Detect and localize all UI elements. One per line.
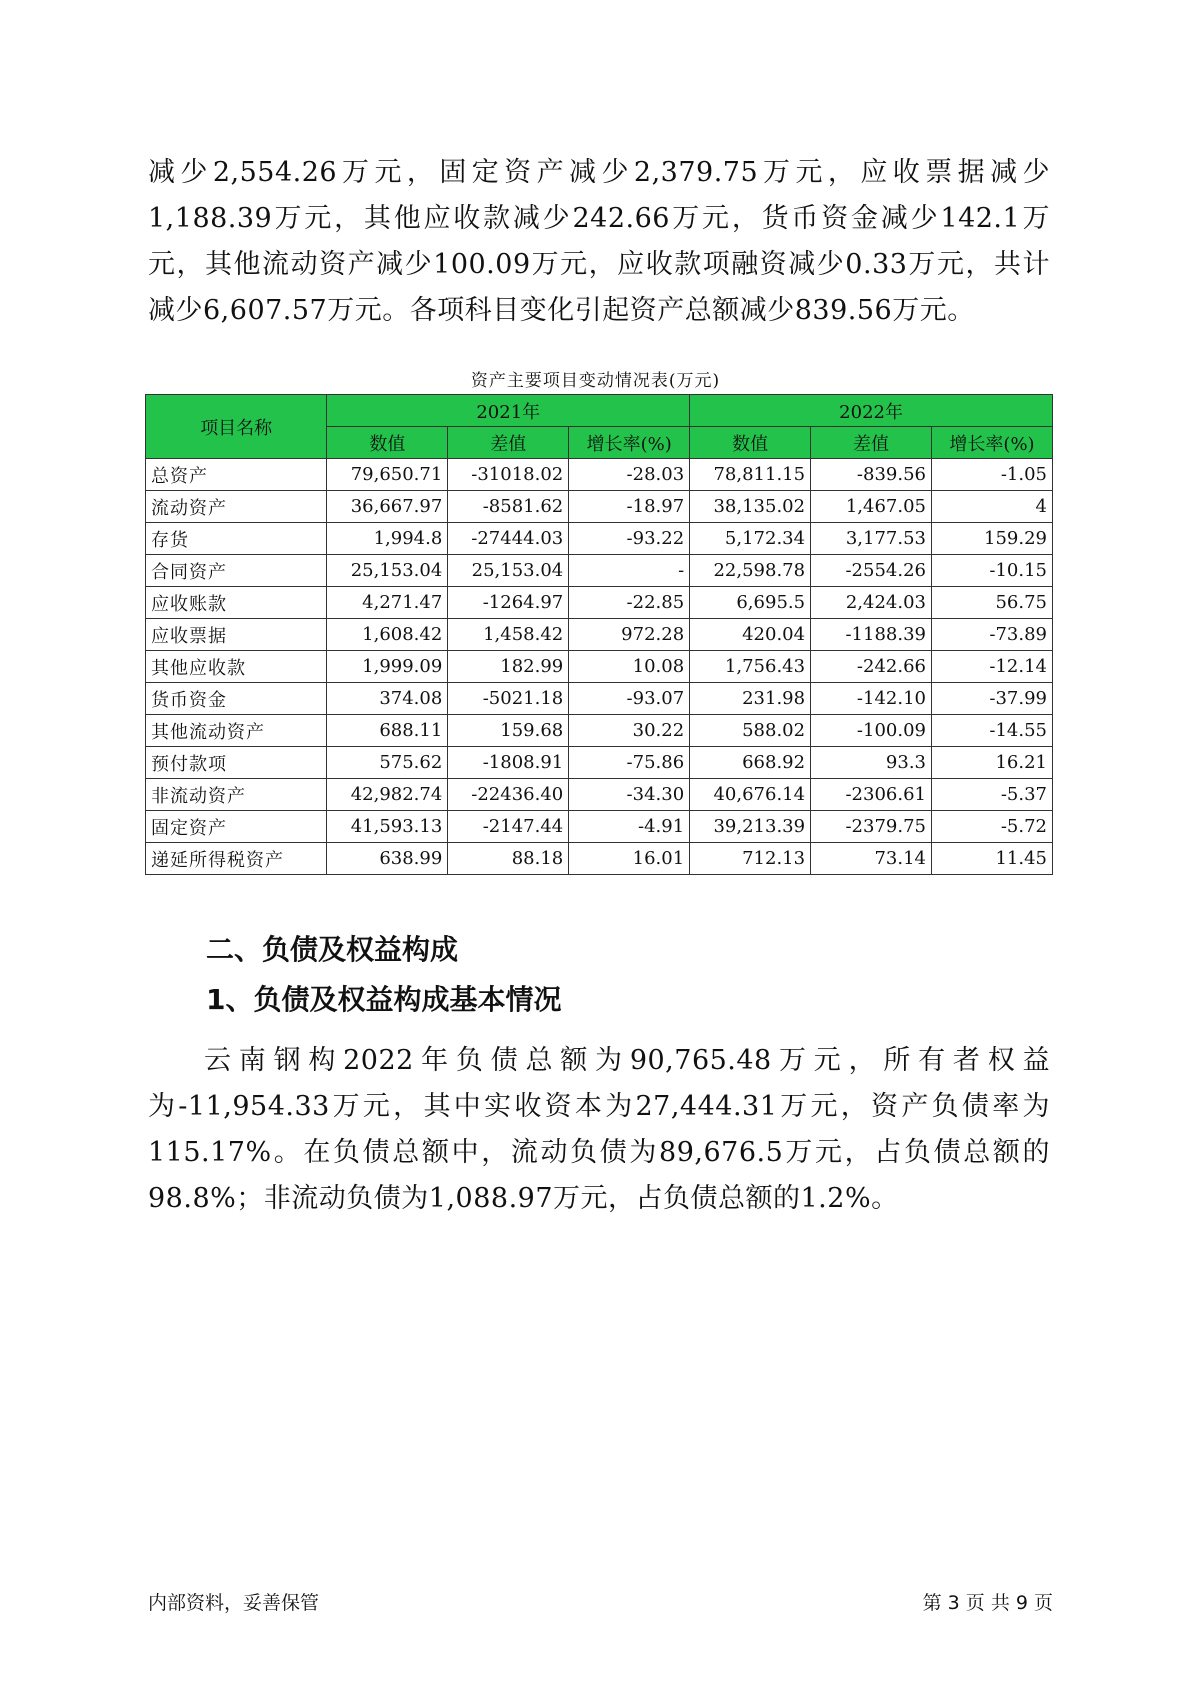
cell-g22: -37.99 — [932, 683, 1053, 715]
cell-v21: 374.08 — [327, 683, 448, 715]
row-item-name: 货币资金 — [146, 683, 327, 715]
cell-v21: 25,153.04 — [327, 555, 448, 587]
cell-g22: -10.15 — [932, 555, 1053, 587]
table-caption: 资产主要项目变动情况表(万元) — [470, 371, 721, 391]
cell-g21: 16.01 — [569, 843, 690, 875]
cell-v22: 1,756.43 — [690, 651, 811, 683]
row-item-name: 应收票据 — [146, 619, 327, 651]
table-row — [146, 843, 1053, 875]
cell-v22: 420.04 — [690, 619, 811, 651]
cell-v21: 42,982.74 — [327, 779, 448, 811]
cell-g22: 56.75 — [932, 587, 1053, 619]
table-row — [146, 587, 1053, 619]
intro-paragraph: 减少2,554.26万元，固定资产减少2,379.75万元，应收票据减少1,188.39万元，其他应收款减少242.66万元，货币资金减少142.1万元，其他流动资产减少100.09万元，应收款项融资减少0.33万元，共计减少6,607.57万元。各项科目变化引起资产总额减少839.56万元。 — [148, 157, 1050, 326]
cell-g21: 30.22 — [569, 715, 690, 747]
cell-d21: 25,153.04 — [448, 555, 569, 587]
cell-d21: 182.99 — [448, 651, 569, 683]
cell-d21: -31018.02 — [448, 459, 569, 491]
table-row — [146, 779, 1053, 811]
cell-v21: 36,667.97 — [327, 491, 448, 523]
row-item-name: 递延所得税资产 — [146, 843, 327, 875]
cell-v22: 39,213.39 — [690, 811, 811, 843]
cell-d21: 88.18 — [448, 843, 569, 875]
cell-v22: 712.13 — [690, 843, 811, 875]
cell-d22: 2,424.03 — [811, 587, 932, 619]
cell-g22: -12.14 — [932, 651, 1053, 683]
cell-g22: -73.89 — [932, 619, 1053, 651]
cell-d21: -5021.18 — [448, 683, 569, 715]
cell-d21: -1808.91 — [448, 747, 569, 779]
row-item-name: 总资产 — [146, 459, 327, 491]
asset-change-table — [145, 394, 1053, 875]
cell-d22: -100.09 — [811, 715, 932, 747]
cell-d22: -242.66 — [811, 651, 932, 683]
row-item-name: 非流动资产 — [146, 779, 327, 811]
cell-g22: 159.29 — [932, 523, 1053, 555]
cell-d21: 159.68 — [448, 715, 569, 747]
cell-v22: 78,811.15 — [690, 459, 811, 491]
cell-d22: -839.56 — [811, 459, 932, 491]
row-item-name: 其他应收款 — [146, 651, 327, 683]
cell-v21: 79,650.71 — [327, 459, 448, 491]
table-body — [146, 459, 1053, 875]
cell-v22: 38,135.02 — [690, 491, 811, 523]
cell-d22: 73.14 — [811, 843, 932, 875]
value-header-2022: 数值 — [690, 427, 811, 459]
cell-d21: 1,458.42 — [448, 619, 569, 651]
liability-paragraph: 云南钢构2022年负债总额为90,765.48万元，所有者权益为-11,954.33万元，其中实收资本为27,444.31万元，资产负债率为115.17%。在负债总额中，流动负债为89,676.5万元，占负债总额的98.8%；非流动负债为1,088.97万元，占负债总额的1.2%。 — [148, 1045, 1050, 1214]
table-row — [146, 619, 1053, 651]
growth-header-2022: 增长率(%) — [932, 427, 1053, 459]
row-item-name: 固定资产 — [146, 811, 327, 843]
cell-g21: -75.86 — [569, 747, 690, 779]
cell-g22: 11.45 — [932, 843, 1053, 875]
year-2021-header: 2021年 — [327, 395, 690, 427]
cell-d21: -2147.44 — [448, 811, 569, 843]
cell-g22: 16.21 — [932, 747, 1053, 779]
cell-g21: -93.07 — [569, 683, 690, 715]
cell-g21: 10.08 — [569, 651, 690, 683]
cell-v22: 5,172.34 — [690, 523, 811, 555]
value-header-2021: 数值 — [327, 427, 448, 459]
cell-d22: -2554.26 — [811, 555, 932, 587]
cell-g21: -22.85 — [569, 587, 690, 619]
row-item-name: 其他流动资产 — [146, 715, 327, 747]
page-number: 第 3 页 共 9 页 — [922, 1592, 1053, 1614]
table-row — [146, 651, 1053, 683]
cell-d22: -142.10 — [811, 683, 932, 715]
cell-g22: -1.05 — [932, 459, 1053, 491]
table-row — [146, 747, 1053, 779]
cell-g22: -5.37 — [932, 779, 1053, 811]
cell-g21: -28.03 — [569, 459, 690, 491]
table-row — [146, 491, 1053, 523]
cell-d22: -2306.61 — [811, 779, 932, 811]
cell-v22: 588.02 — [690, 715, 811, 747]
cell-v21: 1,994.8 — [327, 523, 448, 555]
year-2022-header: 2022年 — [690, 395, 1053, 427]
cell-v21: 41,593.13 — [327, 811, 448, 843]
cell-v22: 6,695.5 — [690, 587, 811, 619]
cell-d22: 1,467.05 — [811, 491, 932, 523]
row-item-name: 合同资产 — [146, 555, 327, 587]
growth-header-2021: 增长率(%) — [569, 427, 690, 459]
cell-g22: 4 — [932, 491, 1053, 523]
diff-header-2022: 差值 — [811, 427, 932, 459]
cell-v21: 4,271.47 — [327, 587, 448, 619]
row-item-name: 流动资产 — [146, 491, 327, 523]
footer-note: 内部资料，妥善保管 — [148, 1592, 320, 1614]
row-item-name: 预付款项 — [146, 747, 327, 779]
cell-g21: -34.30 — [569, 779, 690, 811]
cell-d22: 93.3 — [811, 747, 932, 779]
table-row — [146, 715, 1053, 747]
cell-g21: - — [569, 555, 690, 587]
cell-g22: -5.72 — [932, 811, 1053, 843]
table-row — [146, 683, 1053, 715]
cell-v21: 638.99 — [327, 843, 448, 875]
table-row — [146, 459, 1053, 491]
table-row — [146, 811, 1053, 843]
cell-v22: 668.92 — [690, 747, 811, 779]
table-row — [146, 555, 1053, 587]
cell-v21: 575.62 — [327, 747, 448, 779]
cell-d21: -27444.03 — [448, 523, 569, 555]
cell-v22: 231.98 — [690, 683, 811, 715]
cell-g21: -93.22 — [569, 523, 690, 555]
cell-g21: -18.97 — [569, 491, 690, 523]
cell-v22: 40,676.14 — [690, 779, 811, 811]
row-item-name: 应收账款 — [146, 587, 327, 619]
item-name-header: 项目名称 — [146, 395, 327, 459]
cell-d22: 3,177.53 — [811, 523, 932, 555]
row-item-name: 存货 — [146, 523, 327, 555]
cell-v21: 1,999.09 — [327, 651, 448, 683]
table-row — [146, 523, 1053, 555]
cell-d22: -2379.75 — [811, 811, 932, 843]
cell-d21: -22436.40 — [448, 779, 569, 811]
cell-v22: 22,598.78 — [690, 555, 811, 587]
subsection-heading: 1、负债及权益构成基本情况 — [206, 983, 562, 1016]
cell-g22: -14.55 — [932, 715, 1053, 747]
cell-d21: -8581.62 — [448, 491, 569, 523]
cell-d21: -1264.97 — [448, 587, 569, 619]
cell-d22: -1188.39 — [811, 619, 932, 651]
cell-g21: -4.91 — [569, 811, 690, 843]
cell-v21: 1,608.42 — [327, 619, 448, 651]
cell-g21: 972.28 — [569, 619, 690, 651]
cell-v21: 688.11 — [327, 715, 448, 747]
diff-header-2021: 差值 — [448, 427, 569, 459]
section-heading: 二、负债及权益构成 — [206, 933, 459, 966]
